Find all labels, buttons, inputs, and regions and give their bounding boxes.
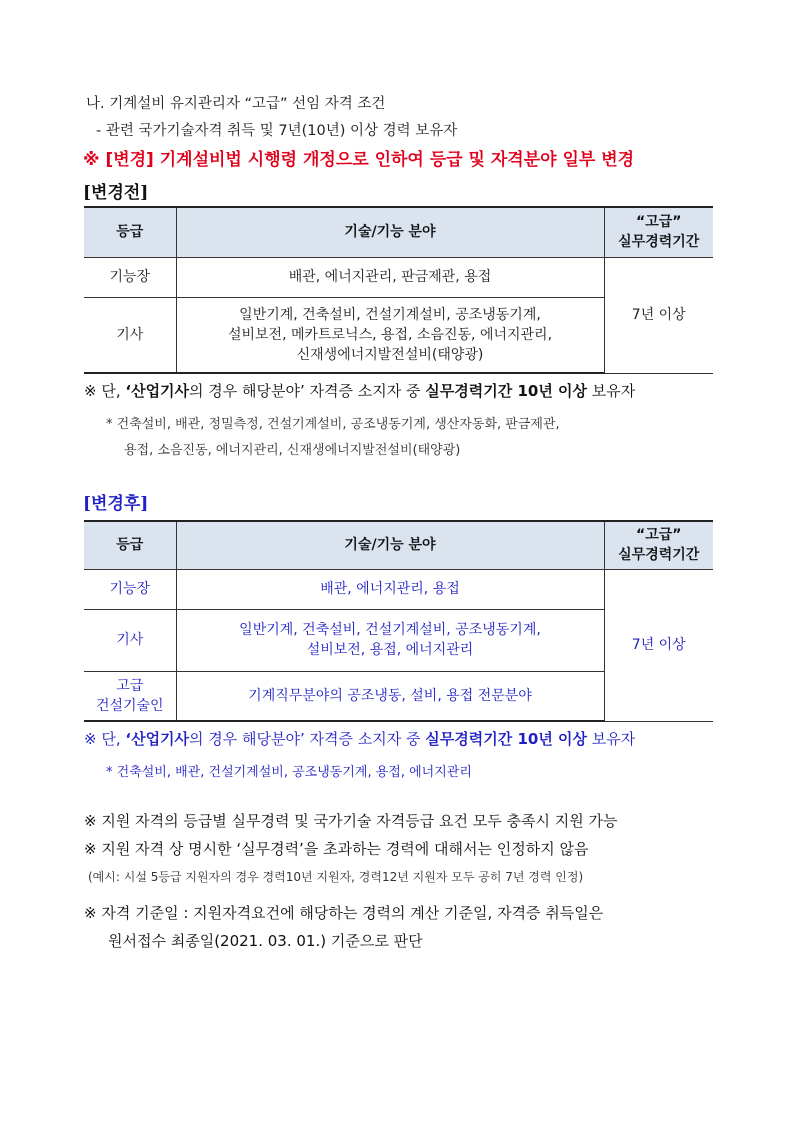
section-subheading: - 관련 국가기술자격 취득 및 7년(10년) 이상 경력 보유자 bbox=[96, 123, 458, 139]
note-middle: 의 경우 해당분야’ 자격증 소지자 중 bbox=[189, 730, 426, 748]
header-experience: “고급” 실무경력기간 bbox=[604, 207, 713, 257]
note-prefix: ※ 단, bbox=[84, 382, 126, 400]
general-note-2: ※ 지원 자격 상 명시한 ‘실무경력’을 초과하는 경력에 대해서는 인정하지 않음 bbox=[84, 840, 589, 858]
note-suffix: 보유자 bbox=[587, 730, 636, 748]
field-cell: 배관, 에너지관리, 용접 bbox=[176, 569, 604, 609]
general-note-3-line1: ※ 자격 기준일 : 지원자격요건에 해당하는 경력의 계산 기준일, 자격증 취득일은 bbox=[84, 904, 604, 922]
table-row bbox=[84, 569, 713, 609]
section-heading: 나. 기계설비 유지관리자 “고급” 선임 자격 조건 bbox=[86, 96, 386, 112]
after-table bbox=[84, 520, 713, 722]
experience-cell: 7년 이상 bbox=[604, 257, 713, 373]
note-bold-condition: 실무경력기간 10년 이상 bbox=[425, 730, 588, 748]
before-note bbox=[84, 380, 635, 401]
header-grade: 등급 bbox=[84, 521, 176, 569]
general-note-example: (예시: 시설 5등급 지원자의 경우 경력10년 지원자, 경력12년 지원자 모두 공히 7년 경력 인정) bbox=[88, 870, 584, 884]
note-bold-condition: 실무경력기간 10년 이상 bbox=[425, 382, 588, 400]
field-cell: 일반기계, 건축설비, 건설기계설비, 공조냉동기계, 설비보전, 메카트로닉스, 용접, 소음진동, 에너지관리, 신재생에너지발전설비(태양광) bbox=[176, 297, 604, 373]
general-note-3-line2: 원서접수 최종일(2021. 03. 01.) 기준으로 판단 bbox=[108, 932, 423, 950]
header-field: 기술/기능 분야 bbox=[176, 521, 604, 569]
after-footnote: * 건축설비, 배관, 건설기계설비, 공조냉동기계, 용접, 에너지관리 bbox=[106, 765, 472, 780]
header-field: 기술/기능 분야 bbox=[176, 207, 604, 257]
note-middle: 의 경우 해당분야’ 자격증 소지자 중 bbox=[189, 382, 426, 400]
field-cell: 기계직무분야의 공조냉동, 설비, 용접 전문분야 bbox=[176, 671, 604, 721]
field-cell: 일반기계, 건축설비, 건설기계설비, 공조냉동기계, 설비보전, 용접, 에너지관리 bbox=[176, 609, 604, 671]
note-bold-term: ‘산업기사 bbox=[125, 382, 190, 400]
field-cell: 배관, 에너지관리, 판금제관, 용접 bbox=[176, 257, 604, 297]
header-grade: 등급 bbox=[84, 207, 176, 257]
before-table bbox=[84, 206, 713, 374]
after-label: [변경후] bbox=[83, 494, 149, 514]
before-label: [변경전] bbox=[83, 183, 149, 203]
before-footnote-line1: * 건축설비, 배관, 정밀측정, 건설기계설비, 공조냉동기계, 생산자동화, 판금제관, bbox=[106, 417, 560, 432]
general-note-1: ※ 지원 자격의 등급별 실무경력 및 국가기술 자격등급 요건 모두 충족시 지원 가능 bbox=[84, 812, 618, 830]
grade-cell: 기사 bbox=[84, 297, 176, 373]
grade-cell: 기사 bbox=[84, 609, 176, 671]
grade-cell: 고급 건설기술인 bbox=[84, 671, 176, 721]
change-notice: ※ [변경] 기계설비법 시행령 개정으로 인하여 등급 및 자격분야 일부 변경 bbox=[83, 150, 635, 170]
before-footnote-line2: 용접, 소음진동, 에너지관리, 신재생에너지발전설비(태양광) bbox=[124, 443, 461, 458]
note-prefix: ※ 단, bbox=[84, 730, 126, 748]
header-experience: “고급” 실무경력기간 bbox=[604, 521, 713, 569]
table-row bbox=[84, 257, 713, 297]
after-note bbox=[84, 728, 635, 749]
grade-cell: 기능장 bbox=[84, 257, 176, 297]
note-suffix: 보유자 bbox=[587, 382, 636, 400]
note-bold-term: ‘산업기사 bbox=[125, 730, 190, 748]
grade-cell: 기능장 bbox=[84, 569, 176, 609]
experience-cell: 7년 이상 bbox=[604, 569, 713, 721]
